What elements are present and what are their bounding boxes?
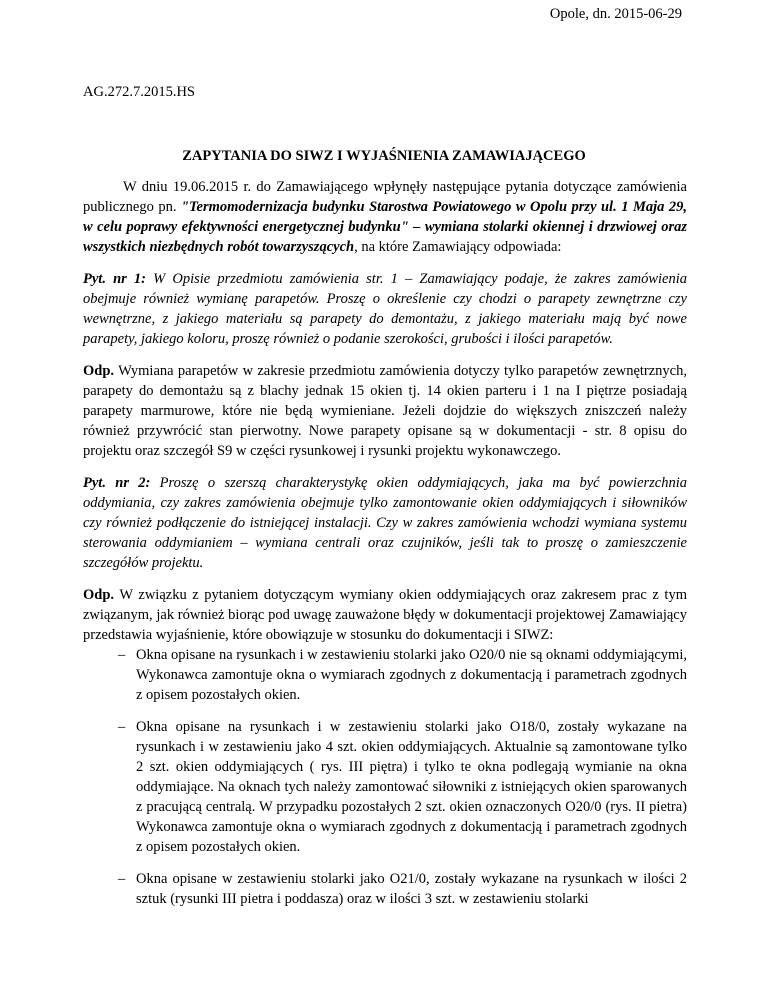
question-1-label: Pyt. nr 1: [83, 271, 147, 287]
list-item-text: Okna opisane w zestawieniu stolarki jako O21/0, zostały wykazane na rysunkach w ilości 2 sztuk (rysunki III pietra i poddasza) oraz w ilości 3 szt. w zestawieniu stolarki [136, 871, 687, 907]
document-title: ZAPYTANIA DO SIWZ I WYJAŚNIENIA ZAMAWIAJĄCEGO [182, 148, 586, 164]
document-body [83, 177, 687, 921]
list-item [83, 717, 687, 857]
answer-2-list [83, 645, 687, 909]
question-2 [83, 473, 687, 573]
answer-2-label: Odp. [83, 587, 115, 603]
question-1 [83, 269, 687, 349]
intro-paragraph [83, 177, 687, 257]
dash-bullet: – [118, 719, 126, 735]
answer-1-label: Odp. [83, 363, 115, 379]
dash-bullet: – [118, 871, 126, 887]
answer-1-text: Wymiana parapetów w zakresie przedmiotu zamówienia dotyczy tylko parapetów zewnętrznych, parapety do demontażu są z blachy jednak 15 okien tj. 14 okien parteru i 1 na I piętrze posiadają parapety marmurowe, które nie będą wymieniane. Jeżeli dojdzie do większych zniszczeń należy również przywrócić stan pierwotny. Nowe parapety opisane są w dokumentacji - str. 8 opisu do projektu oraz szczegół S9 w części rysunkowej i rysunki projektu wykonawczego. [83, 363, 687, 459]
intro-before: W dniu 19.06.2015 r. do Zamawiającego wpłynęły następujące pytania dotyczące zamówienia publicznego pn. [83, 179, 687, 215]
answer-2-text: W związku z pytaniem dotyczącym wymiany okien oddymiających oraz zakresem prac z tym związanym, jak również biorąc pod uwagę zauważone błędy w dokumentacji projektowej Zamawiający przedstawia wyjaśnienie, które obowiązuje w stosunku do dokumentacji i SIWZ: [83, 587, 687, 643]
intro-after: , na które Zamawiający odpowiada: [354, 239, 562, 255]
dash-bullet: – [118, 647, 126, 663]
tender-name: "Termomodernizacja budynku Starostwa Powiatowego w Opolu przy ul. 1 Maja 29, w celu poprawy efektywności energetycznej budynku" – wymiana stolarki okiennej i drzwiowej oraz wszystkich niezbędnych robót towarzyszących [83, 199, 687, 255]
document-date: Opole, dn. 2015-06-29 [549, 6, 682, 22]
list-item [83, 869, 687, 909]
list-item-text: Okna opisane na rysunkach i w zestawieniu stolarki jako O18/0, zostały wykazane na rysunkach i w zestawieniu jako 4 szt. okien oddymiających. Aktualnie są zamontowane tylko 2 szt. okien oddymiających ( rys. III piętra) i tylko te okna podlegają wymianie na okna oddymiające. Na oknach tych należy zamontować siłowniki z istniejących okien sparowanych z pracującą centralą. W przypadku pozostałych 2 szt. okien oznaczonych O20/0 (rys. II pietra) Wykonawca zamontuje okna o wymiarach zgodnych z dokumentacją i parametrach zgodnych z opisem pozostałych okien. [136, 719, 687, 855]
list-item [83, 645, 687, 705]
answer-1 [83, 361, 687, 461]
reference-number: AG.272.7.2015.HS [83, 84, 195, 100]
question-1-text: W Opisie przedmiotu zamówienia str. 1 – Zamawiający podaje, że zakres zamówienia obejmuje również wymianę parapetów. Proszę o określenie czy chodzi o parapety zewnętrzne czy wewnętrzne, z jakiego materiału są parapety do demontażu, z jakiego materiału mają być nowe parapety, jakiego koloru, proszę również o podanie szerokości, grubości i ilości parapetów. [83, 271, 688, 347]
list-item-text: Okna opisane na rysunkach i w zestawieniu stolarki jako O20/0 nie są oknami oddymiającymi, Wykonawca zamontuje okna o wymiarach zgodnych z dokumentacją i parametrach zgodnych z opisem pozostałych okien. [136, 647, 687, 703]
question-2-text: Proszę o szerszą charakterystykę okien oddymiających, jaka ma być powierzchnia oddymiania, czy zakres zamówienia obejmuje tylko zamontowanie okien oddymiających i siłowników czy również podłączenie do istniejącej instalacji. Czy w zakres zamówienia wchodzi wymiana systemu sterowania oddymianiem – wymiana centrali oraz czujników, jeśli tak to proszę o zamieszczenie szczegółów projektu. [83, 475, 687, 571]
question-2-label: Pyt. nr 2: [83, 475, 151, 491]
answer-2 [83, 585, 687, 645]
